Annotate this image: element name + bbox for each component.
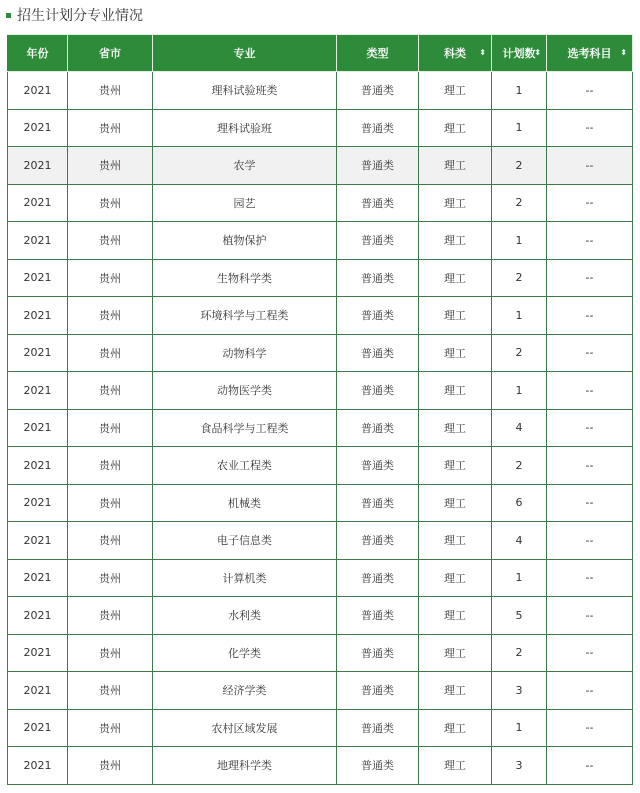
cell-major: 环境科学与工程类	[153, 297, 337, 335]
cell-category: 理工	[419, 484, 492, 522]
cell-plan-count: 1	[492, 222, 547, 260]
cell-elective-subjects: --	[547, 409, 633, 447]
cell-year: 2021	[8, 709, 68, 747]
table-row	[8, 409, 633, 447]
cell-plan-count: 2	[492, 147, 547, 185]
cell-elective-subjects: --	[547, 672, 633, 710]
cell-province: 贵州	[68, 409, 153, 447]
cell-category: 理工	[419, 747, 492, 785]
table-row	[8, 334, 633, 372]
column-header-year	[8, 35, 68, 72]
cell-plan-count: 5	[492, 597, 547, 635]
cell-category: 理工	[419, 559, 492, 597]
cell-category: 理工	[419, 297, 492, 335]
table-row	[8, 522, 633, 560]
cell-province: 贵州	[68, 259, 153, 297]
cell-province: 贵州	[68, 447, 153, 485]
cell-category: 理工	[419, 447, 492, 485]
table-row	[8, 597, 633, 635]
cell-type: 普通类	[337, 409, 419, 447]
cell-type: 普通类	[337, 522, 419, 560]
cell-plan-count: 1	[492, 709, 547, 747]
cell-year: 2021	[8, 334, 68, 372]
cell-plan-count: 6	[492, 484, 547, 522]
table-row	[8, 147, 633, 185]
cell-year: 2021	[8, 447, 68, 485]
cell-elective-subjects: --	[547, 147, 633, 185]
cell-province: 贵州	[68, 634, 153, 672]
cell-elective-subjects: --	[547, 184, 633, 222]
cell-province: 贵州	[68, 672, 153, 710]
cell-province: 贵州	[68, 597, 153, 635]
cell-elective-subjects: --	[547, 334, 633, 372]
cell-year: 2021	[8, 634, 68, 672]
cell-type: 普通类	[337, 484, 419, 522]
table-row	[8, 634, 633, 672]
cell-major: 化学类	[153, 634, 337, 672]
column-header-label: 选考科目	[567, 47, 612, 60]
cell-year: 2021	[8, 372, 68, 410]
cell-type: 普通类	[337, 222, 419, 260]
cell-category: 理工	[419, 372, 492, 410]
column-header-province	[68, 35, 153, 72]
cell-plan-count: 1	[492, 72, 547, 110]
cell-major: 植物保护	[153, 222, 337, 260]
cell-plan-count: 1	[492, 372, 547, 410]
cell-category: 理工	[419, 72, 492, 110]
cell-type: 普通类	[337, 597, 419, 635]
cell-type: 普通类	[337, 109, 419, 147]
cell-type: 普通类	[337, 447, 419, 485]
cell-year: 2021	[8, 747, 68, 785]
table-row	[8, 109, 633, 147]
cell-year: 2021	[8, 184, 68, 222]
cell-category: 理工	[419, 522, 492, 560]
cell-type: 普通类	[337, 559, 419, 597]
cell-plan-count: 2	[492, 334, 547, 372]
column-header-label: 类型	[366, 47, 389, 60]
cell-elective-subjects: --	[547, 559, 633, 597]
cell-year: 2021	[8, 297, 68, 335]
cell-plan-count: 1	[492, 109, 547, 147]
table-row	[8, 222, 633, 260]
cell-category: 理工	[419, 409, 492, 447]
cell-plan-count: 1	[492, 297, 547, 335]
cell-elective-subjects: --	[547, 372, 633, 410]
cell-type: 普通类	[337, 147, 419, 185]
cell-category: 理工	[419, 597, 492, 635]
table-row	[8, 184, 633, 222]
cell-major: 水利类	[153, 597, 337, 635]
cell-elective-subjects: --	[547, 522, 633, 560]
table-row	[8, 372, 633, 410]
column-header-label: 年份	[26, 47, 49, 60]
cell-major: 食品科学与工程类	[153, 409, 337, 447]
column-header-label: 省市	[99, 47, 121, 60]
cell-province: 贵州	[68, 334, 153, 372]
column-header-major	[153, 35, 337, 72]
cell-province: 贵州	[68, 147, 153, 185]
cell-major: 农业工程类	[153, 447, 337, 485]
cell-province: 贵州	[68, 559, 153, 597]
cell-year: 2021	[8, 259, 68, 297]
cell-category: 理工	[419, 222, 492, 260]
section-title-text: 招生计划分专业情况	[17, 8, 143, 24]
cell-major: 理科试验班类	[153, 72, 337, 110]
cell-major: 动物科学	[153, 334, 337, 372]
cell-province: 贵州	[68, 222, 153, 260]
cell-category: 理工	[419, 334, 492, 372]
cell-province: 贵州	[68, 297, 153, 335]
cell-year: 2021	[8, 72, 68, 110]
cell-elective-subjects: --	[547, 72, 633, 110]
cell-type: 普通类	[337, 297, 419, 335]
cell-province: 贵州	[68, 747, 153, 785]
cell-province: 贵州	[68, 184, 153, 222]
cell-year: 2021	[8, 672, 68, 710]
cell-plan-count: 1	[492, 559, 547, 597]
column-header-type	[337, 35, 419, 72]
cell-province: 贵州	[68, 109, 153, 147]
cell-category: 理工	[419, 709, 492, 747]
cell-elective-subjects: --	[547, 597, 633, 635]
column-header-label: 计划数	[502, 47, 536, 60]
column-header-elective-subjects[interactable]	[547, 35, 633, 72]
cell-elective-subjects: --	[547, 109, 633, 147]
cell-major: 地理科学类	[153, 747, 337, 785]
table-row	[8, 259, 633, 297]
cell-elective-subjects: --	[547, 259, 633, 297]
admission-plan-table	[7, 34, 633, 785]
cell-category: 理工	[419, 147, 492, 185]
cell-province: 贵州	[68, 484, 153, 522]
sort-icon[interactable]: ⬍	[479, 48, 486, 57]
section-title	[6, 5, 143, 25]
cell-plan-count: 4	[492, 409, 547, 447]
cell-year: 2021	[8, 597, 68, 635]
cell-elective-subjects: --	[547, 447, 633, 485]
cell-year: 2021	[8, 522, 68, 560]
cell-type: 普通类	[337, 334, 419, 372]
cell-type: 普通类	[337, 372, 419, 410]
cell-year: 2021	[8, 409, 68, 447]
cell-major: 理科试验班	[153, 109, 337, 147]
cell-type: 普通类	[337, 259, 419, 297]
column-header-category[interactable]	[419, 35, 492, 72]
table-row	[8, 709, 633, 747]
column-header-label: 科类	[444, 47, 466, 60]
cell-year: 2021	[8, 484, 68, 522]
table-row	[8, 484, 633, 522]
cell-province: 贵州	[68, 709, 153, 747]
cell-elective-subjects: --	[547, 709, 633, 747]
cell-category: 理工	[419, 109, 492, 147]
cell-year: 2021	[8, 147, 68, 185]
cell-major: 计算机类	[153, 559, 337, 597]
cell-type: 普通类	[337, 184, 419, 222]
bullet-icon	[6, 13, 11, 18]
cell-elective-subjects: --	[547, 634, 633, 672]
sort-icon[interactable]: ⬍	[620, 48, 627, 57]
cell-year: 2021	[8, 222, 68, 260]
cell-elective-subjects: --	[547, 484, 633, 522]
sort-icon[interactable]: ⬍	[534, 48, 541, 57]
table-row	[8, 672, 633, 710]
table-row	[8, 747, 633, 785]
cell-category: 理工	[419, 672, 492, 710]
cell-major: 动物医学类	[153, 372, 337, 410]
cell-plan-count: 2	[492, 259, 547, 297]
cell-elective-subjects: --	[547, 297, 633, 335]
cell-category: 理工	[419, 184, 492, 222]
cell-major: 经济学类	[153, 672, 337, 710]
column-header-plan-count[interactable]	[492, 35, 547, 72]
cell-type: 普通类	[337, 72, 419, 110]
table-row	[8, 559, 633, 597]
cell-type: 普通类	[337, 672, 419, 710]
cell-plan-count: 4	[492, 522, 547, 560]
cell-category: 理工	[419, 259, 492, 297]
table-row	[8, 297, 633, 335]
cell-plan-count: 2	[492, 184, 547, 222]
cell-major: 农学	[153, 147, 337, 185]
cell-type: 普通类	[337, 747, 419, 785]
cell-type: 普通类	[337, 634, 419, 672]
cell-province: 贵州	[68, 72, 153, 110]
cell-major: 电子信息类	[153, 522, 337, 560]
cell-elective-subjects: --	[547, 222, 633, 260]
cell-major: 农村区域发展	[153, 709, 337, 747]
table-row	[8, 447, 633, 485]
cell-province: 贵州	[68, 372, 153, 410]
cell-major: 园艺	[153, 184, 337, 222]
cell-category: 理工	[419, 634, 492, 672]
cell-major: 生物科学类	[153, 259, 337, 297]
column-header-label: 专业	[233, 47, 256, 60]
cell-major: 机械类	[153, 484, 337, 522]
cell-plan-count: 3	[492, 747, 547, 785]
cell-year: 2021	[8, 109, 68, 147]
cell-province: 贵州	[68, 522, 153, 560]
table-row	[8, 72, 633, 110]
cell-plan-count: 2	[492, 634, 547, 672]
cell-year: 2021	[8, 559, 68, 597]
cell-type: 普通类	[337, 709, 419, 747]
cell-elective-subjects: --	[547, 747, 633, 785]
cell-plan-count: 3	[492, 672, 547, 710]
cell-plan-count: 2	[492, 447, 547, 485]
